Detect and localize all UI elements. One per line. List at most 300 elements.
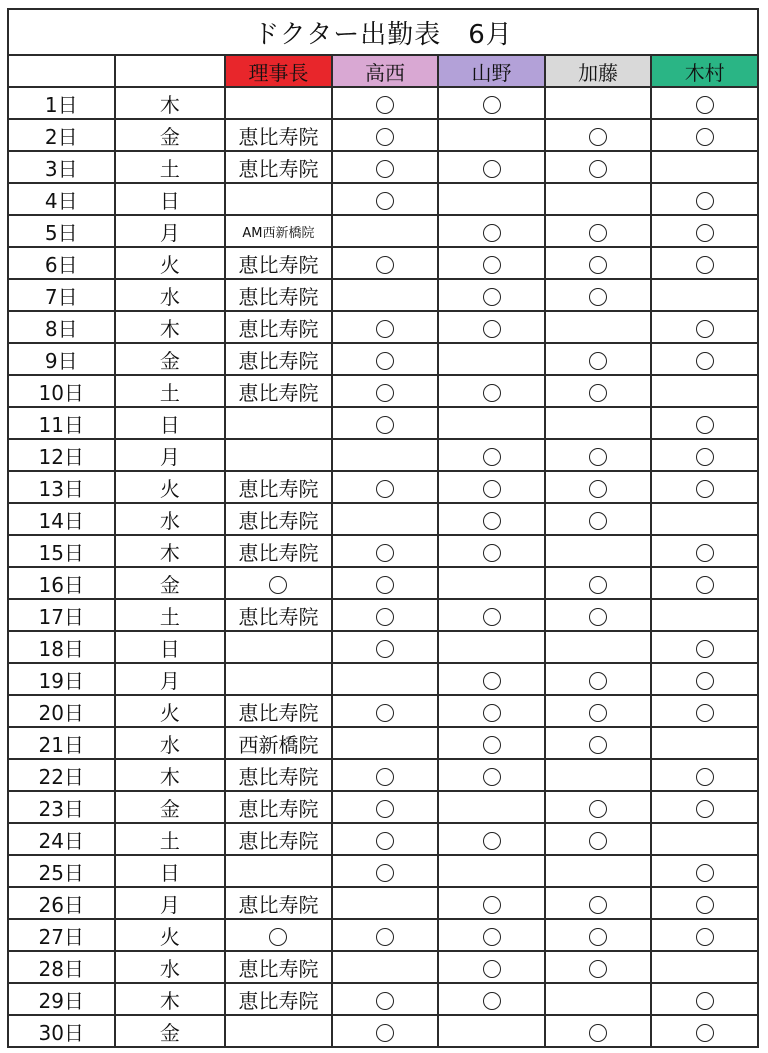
kato-cell	[545, 663, 652, 695]
attendance-circle-icon	[696, 992, 714, 1010]
table-row	[8, 375, 758, 407]
attendance-circle-icon	[376, 128, 394, 146]
chairman-cell	[225, 471, 332, 503]
clinic-label: 恵比寿院	[238, 540, 319, 565]
attendance-circle-icon	[589, 256, 607, 274]
attendance-circle-icon	[696, 1024, 714, 1042]
takanishi-cell	[332, 343, 439, 375]
kato-cell	[545, 407, 652, 439]
weekday-cell: 日	[115, 855, 226, 887]
takanishi-cell	[332, 375, 439, 407]
kato-cell	[545, 503, 652, 535]
attendance-circle-icon	[376, 544, 394, 562]
attendance-circle-icon	[696, 768, 714, 786]
yamano-cell	[438, 759, 545, 791]
yamano-cell	[438, 151, 545, 183]
kato-cell	[545, 1015, 652, 1047]
attendance-circle-icon	[483, 512, 501, 530]
header-date	[8, 55, 115, 87]
yamano-cell	[438, 1015, 545, 1047]
weekday-cell: 木	[115, 983, 226, 1015]
date-cell: 21日	[8, 727, 115, 759]
kato-cell	[545, 119, 652, 151]
clinic-label: 恵比寿院	[238, 892, 319, 917]
attendance-circle-icon	[696, 640, 714, 658]
yamano-cell	[438, 727, 545, 759]
takanishi-cell	[332, 247, 439, 279]
attendance-circle-icon	[696, 896, 714, 914]
chairman-cell	[225, 119, 332, 151]
clinic-label: 恵比寿院	[238, 252, 319, 277]
kato-cell	[545, 439, 652, 471]
attendance-circle-icon	[696, 128, 714, 146]
kimura-cell	[651, 759, 758, 791]
kato-cell	[545, 631, 652, 663]
weekday-cell: 水	[115, 951, 226, 983]
attendance-circle-icon	[696, 864, 714, 882]
kato-cell	[545, 695, 652, 727]
kimura-cell	[651, 279, 758, 311]
yamano-cell	[438, 407, 545, 439]
kimura-cell	[651, 855, 758, 887]
date-cell: 3日	[8, 151, 115, 183]
attendance-circle-icon	[376, 192, 394, 210]
attendance-circle-icon	[589, 160, 607, 178]
yamano-cell	[438, 823, 545, 855]
attendance-circle-icon	[376, 384, 394, 402]
kato-cell	[545, 823, 652, 855]
chairman-cell	[225, 855, 332, 887]
weekday-cell: 金	[115, 567, 226, 599]
attendance-circle-icon	[696, 704, 714, 722]
takanishi-cell	[332, 887, 439, 919]
weekday-cell: 土	[115, 151, 226, 183]
attendance-circle-icon	[376, 608, 394, 626]
attendance-circle-icon	[376, 96, 394, 114]
attendance-circle-icon	[483, 320, 501, 338]
yamano-cell	[438, 87, 545, 119]
table-row	[8, 87, 758, 119]
clinic-label: 恵比寿院	[238, 476, 319, 501]
yamano-cell	[438, 695, 545, 727]
attendance-circle-icon	[376, 416, 394, 434]
takanishi-cell	[332, 567, 439, 599]
kato-cell	[545, 535, 652, 567]
attendance-circle-icon	[696, 256, 714, 274]
chairman-cell	[225, 695, 332, 727]
weekday-cell: 日	[115, 183, 226, 215]
attendance-circle-icon	[589, 672, 607, 690]
table-row	[8, 695, 758, 727]
attendance-circle-icon	[589, 352, 607, 370]
date-cell: 9日	[8, 343, 115, 375]
attendance-circle-icon	[696, 800, 714, 818]
attendance-circle-icon	[483, 608, 501, 626]
yamano-cell	[438, 855, 545, 887]
attendance-circle-icon	[483, 832, 501, 850]
date-cell: 13日	[8, 471, 115, 503]
attendance-circle-icon	[376, 864, 394, 882]
date-cell: 10日	[8, 375, 115, 407]
attendance-circle-icon	[376, 768, 394, 786]
attendance-circle-icon	[696, 192, 714, 210]
table-row	[8, 119, 758, 151]
attendance-circle-icon	[589, 896, 607, 914]
yamano-cell	[438, 119, 545, 151]
takanishi-cell	[332, 87, 439, 119]
kato-cell	[545, 919, 652, 951]
kimura-cell	[651, 535, 758, 567]
header-weekday	[115, 55, 226, 87]
header-kato: 加藤	[545, 55, 652, 87]
kato-cell	[545, 759, 652, 791]
takanishi-cell	[332, 471, 439, 503]
chairman-cell	[225, 311, 332, 343]
attendance-circle-icon	[589, 576, 607, 594]
weekday-cell: 土	[115, 823, 226, 855]
weekday-cell: 金	[115, 1015, 226, 1047]
kato-cell	[545, 471, 652, 503]
attendance-circle-icon	[483, 160, 501, 178]
attendance-circle-icon	[483, 256, 501, 274]
kimura-cell	[651, 471, 758, 503]
kimura-cell	[651, 151, 758, 183]
table-row	[8, 631, 758, 663]
table-row	[8, 983, 758, 1015]
kimura-cell	[651, 439, 758, 471]
table-row	[8, 183, 758, 215]
table-row	[8, 1015, 758, 1047]
kimura-cell	[651, 663, 758, 695]
yamano-cell	[438, 631, 545, 663]
attendance-circle-icon	[483, 448, 501, 466]
weekday-cell: 土	[115, 375, 226, 407]
date-cell: 4日	[8, 183, 115, 215]
chairman-cell	[225, 215, 332, 247]
chairman-cell	[225, 567, 332, 599]
yamano-cell	[438, 919, 545, 951]
date-cell: 5日	[8, 215, 115, 247]
date-cell: 22日	[8, 759, 115, 791]
date-cell: 23日	[8, 791, 115, 823]
weekday-cell: 水	[115, 503, 226, 535]
date-cell: 18日	[8, 631, 115, 663]
attendance-circle-icon	[696, 576, 714, 594]
attendance-circle-icon	[483, 288, 501, 306]
schedule-body	[8, 87, 758, 1047]
kato-cell	[545, 983, 652, 1015]
kimura-cell	[651, 951, 758, 983]
attendance-circle-icon	[589, 736, 607, 754]
kimura-cell	[651, 407, 758, 439]
attendance-circle-icon	[376, 640, 394, 658]
date-cell: 30日	[8, 1015, 115, 1047]
kimura-cell	[651, 503, 758, 535]
attendance-circle-icon	[589, 1024, 607, 1042]
clinic-label: 恵比寿院	[238, 700, 319, 725]
attendance-circle-icon	[483, 384, 501, 402]
date-cell: 25日	[8, 855, 115, 887]
weekday-cell: 水	[115, 727, 226, 759]
doctor-schedule-table	[7, 8, 759, 1048]
takanishi-cell	[332, 183, 439, 215]
table-row	[8, 599, 758, 631]
weekday-cell: 火	[115, 695, 226, 727]
chairman-cell	[225, 343, 332, 375]
date-cell: 6日	[8, 247, 115, 279]
kato-cell	[545, 599, 652, 631]
kato-cell	[545, 375, 652, 407]
yamano-cell	[438, 599, 545, 631]
table-row	[8, 343, 758, 375]
date-cell: 14日	[8, 503, 115, 535]
kimura-cell	[651, 375, 758, 407]
weekday-cell: 日	[115, 631, 226, 663]
table-row	[8, 791, 758, 823]
kimura-cell	[651, 695, 758, 727]
attendance-circle-icon	[696, 480, 714, 498]
date-cell: 15日	[8, 535, 115, 567]
chairman-cell	[225, 759, 332, 791]
chairman-cell	[225, 247, 332, 279]
attendance-circle-icon	[589, 448, 607, 466]
attendance-circle-icon	[589, 480, 607, 498]
weekday-cell: 金	[115, 119, 226, 151]
attendance-circle-icon	[376, 992, 394, 1010]
attendance-circle-icon	[589, 928, 607, 946]
weekday-cell: 木	[115, 311, 226, 343]
weekday-cell: 日	[115, 407, 226, 439]
date-cell: 29日	[8, 983, 115, 1015]
date-cell: 28日	[8, 951, 115, 983]
kato-cell	[545, 311, 652, 343]
yamano-cell	[438, 311, 545, 343]
kato-cell	[545, 791, 652, 823]
kato-cell	[545, 215, 652, 247]
chairman-cell	[225, 535, 332, 567]
date-cell: 2日	[8, 119, 115, 151]
takanishi-cell	[332, 727, 439, 759]
chairman-cell	[225, 1015, 332, 1047]
attendance-circle-icon	[376, 704, 394, 722]
clinic-label: 恵比寿院	[238, 796, 319, 821]
kato-cell	[545, 247, 652, 279]
yamano-cell	[438, 951, 545, 983]
weekday-cell: 土	[115, 599, 226, 631]
kato-cell	[545, 87, 652, 119]
attendance-circle-icon	[589, 832, 607, 850]
attendance-circle-icon	[589, 960, 607, 978]
table-row	[8, 535, 758, 567]
kimura-cell	[651, 215, 758, 247]
kimura-cell	[651, 247, 758, 279]
attendance-circle-icon	[589, 608, 607, 626]
chairman-cell	[225, 407, 332, 439]
date-cell: 26日	[8, 887, 115, 919]
clinic-label: 恵比寿院	[238, 604, 319, 629]
attendance-circle-icon	[696, 352, 714, 370]
chairman-cell	[225, 823, 332, 855]
chairman-cell	[225, 631, 332, 663]
table-row	[8, 503, 758, 535]
attendance-circle-icon	[376, 352, 394, 370]
table-row	[8, 151, 758, 183]
header-row	[8, 55, 758, 87]
attendance-circle-icon	[696, 928, 714, 946]
table-row	[8, 567, 758, 599]
kimura-cell	[651, 311, 758, 343]
yamano-cell	[438, 439, 545, 471]
clinic-label: 恵比寿院	[238, 124, 319, 149]
kato-cell	[545, 855, 652, 887]
weekday-cell: 月	[115, 439, 226, 471]
header-chairman: 理事長	[225, 55, 332, 87]
chairman-cell	[225, 279, 332, 311]
weekday-cell: 月	[115, 215, 226, 247]
weekday-cell: 火	[115, 471, 226, 503]
kato-cell	[545, 951, 652, 983]
attendance-circle-icon	[696, 320, 714, 338]
kimura-cell	[651, 1015, 758, 1047]
table-row	[8, 727, 758, 759]
kimura-cell	[651, 87, 758, 119]
takanishi-cell	[332, 215, 439, 247]
attendance-circle-icon	[696, 96, 714, 114]
header-takanishi: 高西	[332, 55, 439, 87]
chairman-cell	[225, 663, 332, 695]
table-row	[8, 887, 758, 919]
yamano-cell	[438, 535, 545, 567]
table-row	[8, 407, 758, 439]
date-cell: 1日	[8, 87, 115, 119]
chairman-cell	[225, 375, 332, 407]
clinic-label: 恵比寿院	[238, 764, 319, 789]
attendance-circle-icon	[589, 512, 607, 530]
chairman-cell	[225, 183, 332, 215]
takanishi-cell	[332, 503, 439, 535]
table-row	[8, 919, 758, 951]
clinic-label: 西新橋院	[238, 732, 319, 757]
attendance-circle-icon	[376, 800, 394, 818]
table-row	[8, 663, 758, 695]
chairman-cell	[225, 503, 332, 535]
attendance-circle-icon	[376, 320, 394, 338]
attendance-circle-icon	[696, 416, 714, 434]
attendance-circle-icon	[483, 992, 501, 1010]
kato-cell	[545, 343, 652, 375]
attendance-circle-icon	[269, 576, 287, 594]
date-cell: 12日	[8, 439, 115, 471]
kimura-cell	[651, 567, 758, 599]
takanishi-cell	[332, 919, 439, 951]
weekday-cell: 金	[115, 791, 226, 823]
date-cell: 19日	[8, 663, 115, 695]
yamano-cell	[438, 503, 545, 535]
attendance-circle-icon	[376, 480, 394, 498]
attendance-circle-icon	[483, 704, 501, 722]
takanishi-cell	[332, 759, 439, 791]
takanishi-cell	[332, 823, 439, 855]
yamano-cell	[438, 279, 545, 311]
clinic-label: 恵比寿院	[238, 284, 319, 309]
attendance-circle-icon	[376, 160, 394, 178]
table-row	[8, 439, 758, 471]
clinic-label: 恵比寿院	[238, 508, 319, 533]
table-row	[8, 247, 758, 279]
table-row	[8, 951, 758, 983]
chairman-cell	[225, 87, 332, 119]
attendance-circle-icon	[589, 800, 607, 818]
weekday-cell: 火	[115, 247, 226, 279]
chairman-cell	[225, 151, 332, 183]
date-cell: 24日	[8, 823, 115, 855]
weekday-cell: 月	[115, 887, 226, 919]
chairman-cell	[225, 791, 332, 823]
attendance-circle-icon	[696, 544, 714, 562]
attendance-circle-icon	[589, 224, 607, 242]
clinic-label: 恵比寿院	[238, 988, 319, 1013]
table-row	[8, 855, 758, 887]
attendance-circle-icon	[483, 928, 501, 946]
yamano-cell	[438, 343, 545, 375]
clinic-label: 恵比寿院	[238, 828, 319, 853]
takanishi-cell	[332, 855, 439, 887]
clinic-label: 恵比寿院	[238, 956, 319, 981]
chairman-cell	[225, 919, 332, 951]
kato-cell	[545, 887, 652, 919]
chairman-cell	[225, 951, 332, 983]
takanishi-cell	[332, 599, 439, 631]
attendance-circle-icon	[483, 480, 501, 498]
kimura-cell	[651, 727, 758, 759]
chairman-cell	[225, 983, 332, 1015]
attendance-circle-icon	[483, 960, 501, 978]
attendance-circle-icon	[589, 704, 607, 722]
attendance-circle-icon	[376, 576, 394, 594]
schedule-title: ドクター出勤表 6月	[8, 9, 758, 55]
date-cell: 8日	[8, 311, 115, 343]
attendance-circle-icon	[696, 224, 714, 242]
attendance-circle-icon	[696, 672, 714, 690]
takanishi-cell	[332, 151, 439, 183]
kimura-cell	[651, 791, 758, 823]
takanishi-cell	[332, 535, 439, 567]
chairman-cell	[225, 727, 332, 759]
kimura-cell	[651, 983, 758, 1015]
yamano-cell	[438, 663, 545, 695]
attendance-circle-icon	[589, 288, 607, 306]
attendance-circle-icon	[376, 256, 394, 274]
attendance-circle-icon	[376, 928, 394, 946]
takanishi-cell	[332, 631, 439, 663]
attendance-circle-icon	[376, 1024, 394, 1042]
yamano-cell	[438, 247, 545, 279]
kato-cell	[545, 567, 652, 599]
date-cell: 20日	[8, 695, 115, 727]
attendance-circle-icon	[483, 768, 501, 786]
attendance-circle-icon	[483, 544, 501, 562]
yamano-cell	[438, 791, 545, 823]
date-cell: 27日	[8, 919, 115, 951]
chairman-cell	[225, 439, 332, 471]
takanishi-cell	[332, 663, 439, 695]
table-row	[8, 311, 758, 343]
chairman-cell	[225, 599, 332, 631]
kimura-cell	[651, 599, 758, 631]
takanishi-cell	[332, 951, 439, 983]
takanishi-cell	[332, 791, 439, 823]
attendance-circle-icon	[589, 128, 607, 146]
